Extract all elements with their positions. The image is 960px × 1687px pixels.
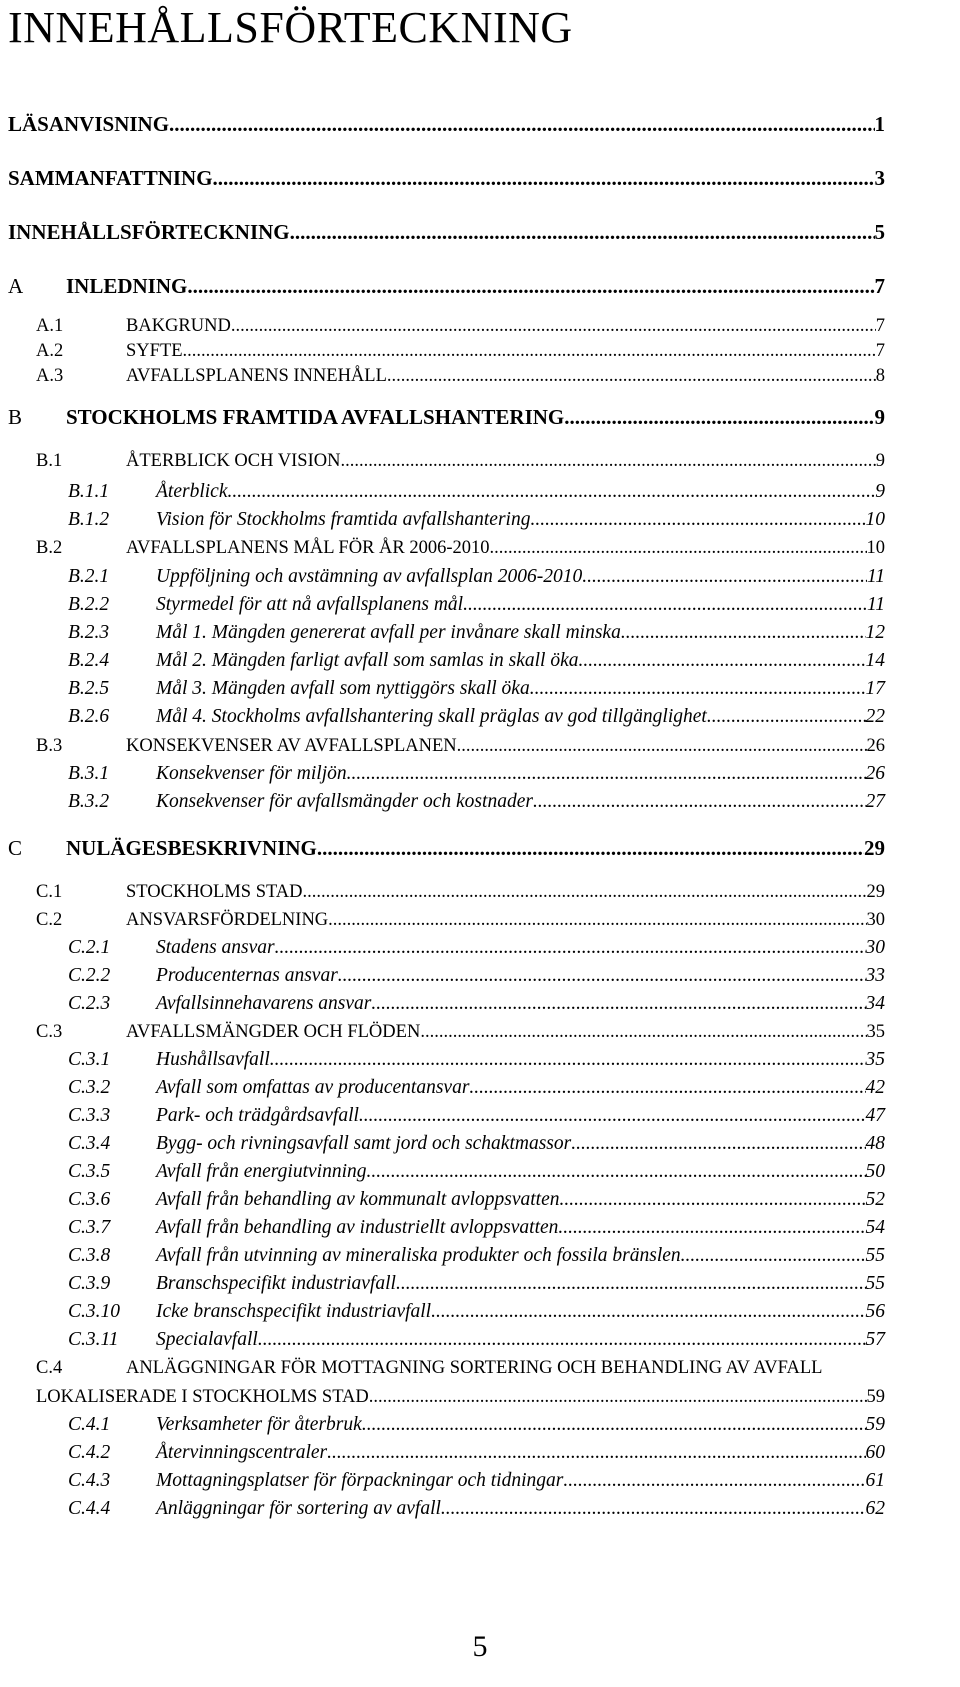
toc-entry-page: 26 (866, 736, 885, 756)
toc-leader (387, 366, 876, 387)
toc-entry[interactable] (8, 166, 885, 191)
toc-entry[interactable] (68, 1077, 885, 1099)
toc-entry[interactable] (68, 1498, 885, 1520)
toc-entry-page: 54 (865, 1217, 885, 1238)
toc-entry-label: Specialavfall (156, 1329, 258, 1350)
toc-entry-number: B.2.1 (68, 566, 110, 587)
toc-entry-label: ANSVARSFÖRDELNING (126, 910, 329, 930)
toc-entry-number: C.3.10 (68, 1301, 121, 1322)
toc-entry-label: INNEHÅLLSFÖRTECKNING (8, 220, 290, 244)
toc-leader (275, 937, 866, 959)
toc-entry[interactable] (68, 791, 885, 813)
toc-entry-number: C.4.3 (68, 1470, 111, 1491)
toc-leader (707, 706, 866, 728)
toc-leader (564, 405, 874, 430)
toc-entry-number: B.2.5 (68, 678, 110, 699)
toc-leader (558, 1217, 865, 1239)
toc-entry[interactable] (68, 622, 885, 644)
document-title: INNEHÅLLSFÖRTECKNING (8, 3, 573, 52)
toc-leader (327, 1442, 865, 1464)
toc-leader (530, 509, 865, 531)
toc-entry-number: A.1 (36, 316, 64, 336)
toc-entry[interactable] (68, 706, 885, 728)
toc-entry-number: C.3.11 (68, 1329, 119, 1350)
toc-entry-number: C.3 (36, 1022, 63, 1042)
toc-entry-number: B.1 (36, 451, 63, 471)
toc-entry-page: 10 (865, 509, 885, 530)
toc-leader (367, 1161, 866, 1183)
toc-entry-page: 10 (866, 538, 885, 558)
toc-leader (582, 566, 867, 588)
toc-entry[interactable] (36, 316, 885, 337)
toc-leader (303, 882, 867, 903)
toc-entry-page: 60 (865, 1442, 885, 1463)
toc-entry[interactable] (36, 366, 885, 387)
toc-entry-page: 33 (865, 965, 885, 986)
toc-entry-label: Mål 1. Mängden genererat avfall per invånare skall minska (156, 622, 621, 643)
toc-entry-page: 47 (865, 1105, 885, 1126)
toc-entry-number: C.4.2 (68, 1442, 111, 1463)
toc-entry-label: SYFTE (126, 341, 183, 361)
toc-leader (258, 1329, 866, 1351)
toc-leader (371, 993, 865, 1015)
toc-entry[interactable] (36, 1358, 885, 1379)
toc-entry-number: B.1.1 (68, 481, 110, 502)
toc-entry[interactable] (68, 965, 885, 987)
toc-entry-page: 7 (875, 341, 885, 361)
toc-entry-page: 29 (866, 882, 885, 902)
toc-entry[interactable] (8, 405, 885, 430)
toc-entry-label: BAKGRUND (126, 316, 231, 336)
toc-entry-number: A.3 (36, 366, 64, 386)
toc-entry-number: C.2.1 (68, 937, 111, 958)
toc-entry-label: Konsekvenser för avfallsmängder och kostnader (156, 791, 533, 812)
toc-entry-page: 35 (865, 1049, 885, 1070)
toc-entry-page: 9 (874, 405, 885, 429)
toc-entry-number: B.2.6 (68, 706, 110, 727)
toc-entry[interactable] (36, 736, 885, 757)
toc-leader (340, 451, 875, 472)
toc-entry[interactable] (68, 678, 885, 700)
toc-entry-number: C.2 (36, 910, 63, 930)
toc-entry-page: 30 (866, 910, 885, 930)
toc-entry-label: Mål 4. Stockholms avfallshantering skall präglas av god tillgänglighet (156, 706, 707, 727)
toc-entry[interactable] (68, 594, 885, 616)
toc-leader (359, 1105, 866, 1127)
toc-entry-label: Avfallsinnehavarens ansvar (156, 993, 372, 1014)
toc-entry-label: Park- och trädgårdsavfall (156, 1105, 359, 1126)
toc-entry-page: 56 (865, 1301, 885, 1322)
toc-entry[interactable] (68, 650, 885, 672)
toc-entry-page: 17 (865, 678, 885, 699)
toc-entry-page: 26 (865, 763, 885, 784)
toc-entry-page: 9 (875, 451, 885, 471)
toc-entry-label: Vision för Stockholms framtida avfallshantering (156, 509, 531, 530)
toc-entry-page: 11 (866, 594, 885, 615)
toc-leader (328, 910, 866, 931)
toc-entry-number: C.3.2 (68, 1077, 111, 1098)
toc-entry-page: 50 (865, 1161, 885, 1182)
toc-entry[interactable] (8, 112, 885, 137)
toc-entry-label: Icke branschspecifikt industriavfall (156, 1301, 432, 1322)
toc-entry-number: C.3.5 (68, 1161, 111, 1182)
toc-entry-page: 48 (865, 1133, 885, 1154)
toc-leader (533, 791, 866, 813)
toc-entry-page: 9 (875, 481, 885, 502)
toc-entry-page: 35 (866, 1022, 885, 1042)
toc-entry-label: Mottagningsplatser för förpackningar och tidningar (156, 1470, 564, 1491)
toc-leader (369, 1387, 867, 1408)
toc-entry[interactable] (8, 220, 885, 245)
toc-entry-number: C.4.1 (68, 1414, 111, 1435)
toc-entry[interactable] (36, 882, 885, 903)
toc-entry-number: A.2 (36, 341, 64, 361)
toc-entry-number: C.3.8 (68, 1245, 111, 1266)
toc-entry-label: ANLÄGGNINGAR FÖR MOTTAGNING SORTERING OCH BEHANDLING AV AVFALL (126, 1358, 823, 1378)
toc-entry[interactable] (36, 538, 885, 559)
toc-entry[interactable] (36, 451, 885, 472)
toc-entry-number: C.4.4 (68, 1498, 111, 1519)
toc-entry-label: Mål 3. Mängden avfall som nyttiggörs skall öka (156, 678, 530, 699)
toc-leader (183, 341, 876, 362)
toc-entry-number: B.3.2 (68, 791, 110, 812)
toc-entry-number: B.2.4 (68, 650, 110, 671)
toc-entry-page: 62 (865, 1498, 885, 1519)
toc-entry-label: SAMMANFATTNING (8, 166, 213, 190)
toc-entry-label: LOKALISERADE I STOCKHOLMS STAD (36, 1387, 369, 1407)
toc-entry-label: Styrmedel för att nå avfallsplanens mål (156, 594, 464, 615)
toc-entry-label: KONSEKVENSER AV AVFALLSPLANEN (126, 736, 457, 756)
toc-entry-page: 29 (864, 836, 885, 860)
toc-entry-label: Återvinningscentraler (156, 1442, 328, 1463)
toc-entry-number: C.3.3 (68, 1105, 111, 1126)
toc-leader (270, 1049, 866, 1071)
toc-entry-label: STOCKHOLMS FRAMTIDA AVFALLSHANTERING (66, 405, 565, 429)
toc-leader (563, 1470, 865, 1492)
toc-entry-page: 55 (865, 1245, 885, 1266)
toc-entry-page: 59 (866, 1387, 885, 1407)
toc-leader (347, 763, 866, 785)
toc-leader (396, 1273, 866, 1295)
toc-entry-number: B.1.2 (68, 509, 110, 530)
toc-leader (431, 1301, 865, 1323)
toc-leader (231, 316, 876, 337)
toc-entry-label: Återblick (156, 481, 228, 502)
toc-entry-label: Hushållsavfall (156, 1049, 270, 1070)
toc-leader (681, 1245, 866, 1267)
toc-entry-page: 1 (874, 112, 885, 136)
toc-leader (559, 1189, 865, 1211)
toc-entry-page: 61 (865, 1470, 885, 1491)
toc-entry-number: B.2.3 (68, 622, 110, 643)
toc-leader (530, 678, 866, 700)
toc-entry-number: C.3.9 (68, 1273, 111, 1294)
toc-entry-number: C.1 (36, 882, 63, 902)
toc-entry-page: 42 (865, 1077, 885, 1098)
toc-entry[interactable] (68, 481, 885, 503)
toc-entry[interactable] (68, 1301, 885, 1323)
toc-entry-page: 34 (865, 993, 885, 1014)
toc-entry-number: C.4 (36, 1358, 63, 1378)
toc-leader (463, 594, 867, 616)
toc-entry-label: ÅTERBLICK OCH VISION (126, 451, 341, 471)
toc-entry-label: Verksamheter för återbruk (156, 1414, 362, 1435)
toc-entry[interactable] (68, 1329, 885, 1351)
toc-entry[interactable] (68, 1273, 885, 1295)
toc-entry-number: B.2.2 (68, 594, 110, 615)
toc-entry-page: 55 (865, 1273, 885, 1294)
toc-entry-page: 59 (865, 1414, 885, 1435)
toc-entry[interactable] (68, 993, 885, 1015)
toc-entry-label: Avfall från behandling av kommunalt avloppsvatten (156, 1189, 560, 1210)
toc-entry[interactable] (36, 910, 885, 931)
toc-leader (469, 1077, 865, 1099)
toc-entry-number: C (8, 836, 23, 860)
toc-entry[interactable] (68, 1245, 885, 1267)
toc-entry-label: Uppföljning och avstämning av avfallsplan 2006-2010 (156, 566, 583, 587)
toc-leader (290, 220, 875, 245)
toc-entry-page: 7 (874, 274, 885, 298)
toc-entry-number: B.3.1 (68, 763, 110, 784)
toc-entry-page: 3 (874, 166, 885, 190)
toc-entry[interactable] (68, 1414, 885, 1436)
toc-entry-label: LÄSANVISNING (8, 112, 170, 136)
toc-entry-label: NULÄGESBESKRIVNING (66, 836, 317, 860)
toc-entry-number: C.3.4 (68, 1133, 111, 1154)
toc-entry-label: Branschspecifikt industriavfall (156, 1273, 396, 1294)
toc-entry-number: C.2.2 (68, 965, 111, 986)
toc-entry[interactable] (68, 1049, 885, 1071)
toc-leader (441, 1498, 866, 1520)
toc-leader (578, 650, 865, 672)
toc-entry[interactable] (36, 341, 885, 362)
toc-entry-number: B.2 (36, 538, 63, 558)
toc-leader (213, 166, 875, 191)
toc-entry-label: Avfall från behandling av industriellt avloppsvatten (156, 1217, 559, 1238)
toc-entry-label: Konsekvenser för miljön (156, 763, 347, 784)
toc-entry-label: Mål 2. Mängden farligt avfall som samlas in skall öka (156, 650, 579, 671)
toc-entry[interactable] (68, 1442, 885, 1464)
toc-entry-label: Avfall som omfattas av producentansvar (156, 1077, 470, 1098)
toc-leader (490, 538, 867, 559)
toc-entry-number: C.3.7 (68, 1217, 111, 1238)
toc-entry-label: Producenternas ansvar (156, 965, 338, 986)
toc-entry-number: B.3 (36, 736, 63, 756)
toc-entry-page: 12 (865, 622, 885, 643)
toc-leader (420, 1022, 866, 1043)
toc-entry-page: 57 (865, 1329, 885, 1350)
toc-leader (571, 1133, 865, 1155)
toc-entry-continuation[interactable] (36, 1387, 885, 1408)
toc-entry[interactable] (36, 1022, 885, 1043)
toc-entry-number: A (8, 274, 24, 298)
toc-entry[interactable] (68, 566, 885, 588)
toc-entry-label: Bygg- och rivningsavfall samt jord och schaktmassor (156, 1133, 572, 1154)
toc-entry[interactable] (68, 1189, 885, 1211)
toc-leader (187, 274, 874, 299)
toc-entry[interactable] (68, 763, 885, 785)
toc-entry[interactable] (68, 509, 885, 531)
toc-entry-page: 22 (865, 706, 885, 727)
toc-leader (227, 481, 875, 503)
toc-entry-page: 27 (865, 791, 885, 812)
toc-entry-page: 7 (875, 316, 885, 336)
toc-entry-number: C.3.6 (68, 1189, 111, 1210)
toc-entry-label: Anläggningar för sortering av avfall (156, 1498, 441, 1519)
toc-entry[interactable] (68, 1161, 885, 1183)
toc-entry-page: 14 (865, 650, 885, 671)
toc-entry-page: 5 (874, 220, 885, 244)
toc-entry-label: AVFALLSMÄNGDER OCH FLÖDEN (126, 1022, 421, 1042)
toc-entry-label: AVFALLSPLANENS MÅL FÖR ÅR 2006-2010 (126, 538, 490, 558)
toc-entry-label: STOCKHOLMS STAD (126, 882, 303, 902)
toc-entry[interactable] (68, 1217, 885, 1239)
toc-leader (169, 112, 874, 137)
toc-entry[interactable] (68, 1105, 885, 1127)
toc-entry-page: 30 (865, 937, 885, 958)
toc-entry-page: 11 (866, 566, 885, 587)
toc-entry-label: INLEDNING (66, 274, 188, 298)
toc-entry-page: 52 (865, 1189, 885, 1210)
toc-entry-page: 8 (875, 366, 885, 386)
toc-leader (362, 1414, 866, 1436)
toc-entry-number: C.3.1 (68, 1049, 111, 1070)
toc-entry[interactable] (68, 1133, 885, 1155)
toc-entry[interactable] (8, 836, 885, 861)
toc-leader (338, 965, 866, 987)
toc-entry[interactable] (8, 274, 885, 299)
toc-leader (621, 622, 866, 644)
toc-entry-label: AVFALLSPLANENS INNEHÅLL (126, 366, 387, 386)
toc-entry[interactable] (68, 937, 885, 959)
toc-entry-label: Stadens ansvar (156, 937, 275, 958)
toc-entry-label: Avfall från energiutvinning (156, 1161, 367, 1182)
toc-entry-number: B (8, 405, 23, 429)
page-number: 5 (472, 1630, 488, 1663)
toc-entry[interactable] (68, 1470, 885, 1492)
toc-leader (317, 836, 864, 861)
toc-entry-label: Avfall från utvinning av mineraliska produkter och fossila bränslen (156, 1245, 681, 1266)
toc-entry-number: C.2.3 (68, 993, 111, 1014)
toc-leader (457, 736, 867, 757)
